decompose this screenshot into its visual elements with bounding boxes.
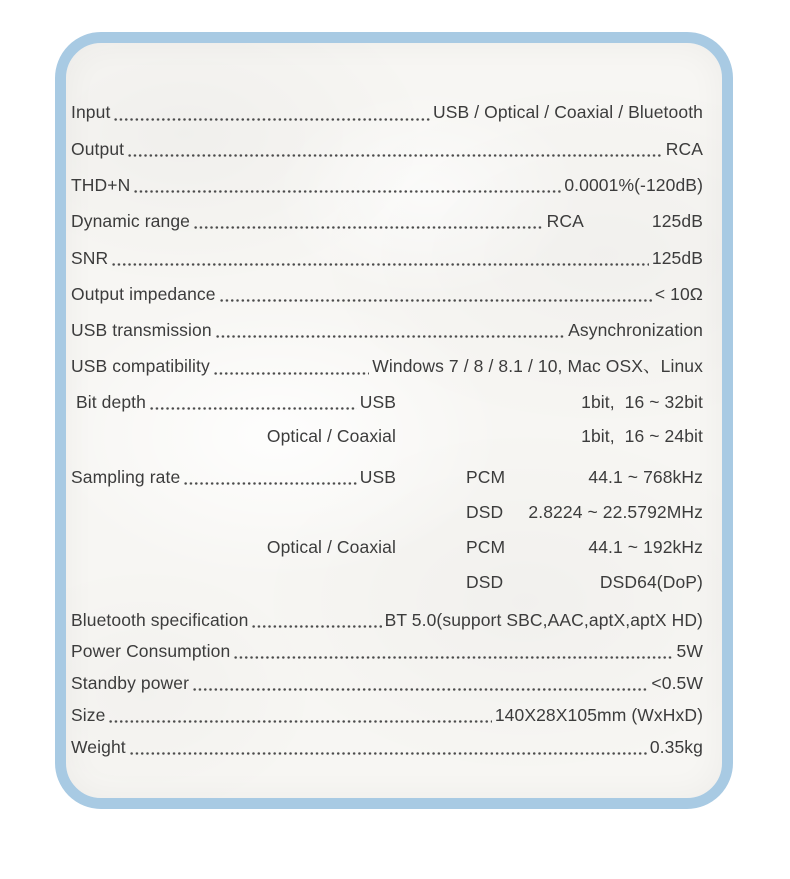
spec-value: 5W (676, 641, 703, 662)
spec-row-snr (71, 240, 703, 276)
spec-value: 44.1 ~ 768kHz (588, 467, 703, 488)
spec-left-column (71, 530, 396, 565)
spec-row-9 (71, 420, 703, 455)
spec-label: Size (71, 704, 106, 725)
spec-codec: DSD (466, 502, 504, 523)
spec-connector: USB (359, 391, 396, 412)
spec-value: 1bit, 16 ~ 24bit (581, 426, 703, 447)
spec-value: BT 5.0(support SBC,AAC,aptX,aptX HD) (384, 609, 703, 630)
spec-connector: Optical / Coaxial (266, 537, 396, 558)
spec-label: Bit depth (76, 391, 146, 412)
spec-label: THD+N (71, 174, 131, 195)
spec-value: 44.1 ~ 192kHz (588, 537, 703, 558)
dot-leader (215, 313, 565, 349)
spec-row-input (71, 95, 703, 131)
spec-row-11 (71, 495, 703, 530)
spec-value: 0.0001%(-120dB) (564, 174, 703, 195)
spec-row-12 (71, 530, 703, 565)
spec-left-column (71, 385, 396, 420)
dot-leader (192, 668, 648, 700)
spec-row-standby-power (71, 668, 703, 700)
spec-row-usb-transmission (71, 313, 703, 349)
spec-value: USB / Optical / Coaxial / Bluetooth (432, 102, 703, 123)
dot-leader (233, 636, 673, 668)
dot-leader (111, 240, 649, 276)
dot-leader (113, 95, 430, 131)
spec-value: 125dB (651, 247, 703, 268)
spec-value: 125dB (651, 211, 703, 232)
spec-list (71, 95, 703, 763)
spec-row-size (71, 700, 703, 732)
dot-leader (219, 276, 652, 312)
spec-mid-value: RCA (546, 211, 584, 232)
spec-label: Sampling rate (71, 467, 181, 488)
spec-value: 140X28X105mm (WxHxD) (494, 704, 703, 725)
spec-codec: DSD (466, 572, 504, 593)
spec-codec: PCM (466, 467, 506, 488)
dot-leader (251, 604, 381, 636)
spec-row-power-consumption (71, 636, 703, 668)
dot-leader (133, 168, 561, 204)
spec-value: 2.8224 ~ 22.5792MHz (528, 502, 703, 523)
spec-row-dynamic-range (71, 204, 703, 240)
spec-value: DSD64(DoP) (599, 572, 703, 593)
spec-label: Bluetooth specification (71, 609, 249, 630)
dot-leader (108, 700, 491, 732)
dot-leader (129, 732, 647, 764)
spec-value: 0.35kg (649, 736, 703, 757)
spec-left-column (71, 565, 396, 600)
spec-left-column (71, 495, 396, 530)
spec-label: Output (71, 138, 125, 159)
spec-label: Standby power (71, 673, 190, 694)
spec-label: Output impedance (71, 283, 216, 304)
spec-row-sampling-rate (71, 460, 703, 495)
spec-left-column (71, 420, 396, 455)
spec-row-output (71, 131, 703, 167)
spec-row-13 (71, 565, 703, 600)
spec-value: Windows 7 / 8 / 8.1 / 10, Mac OSX、Linux (372, 356, 703, 377)
spec-row-output-impedance (71, 276, 703, 312)
dot-leader (183, 460, 356, 495)
spec-row-bluetooth-specification (71, 604, 703, 636)
spec-label: Dynamic range (71, 211, 190, 232)
spec-label: Weight (71, 736, 126, 757)
spec-label: Input (71, 102, 111, 123)
spec-row-weight (71, 732, 703, 764)
spec-value: RCA (665, 138, 703, 159)
spec-connector: Optical / Coaxial (266, 426, 396, 447)
dot-leader (149, 385, 357, 420)
spec-value: < 10Ω (654, 283, 703, 304)
spec-left-column (71, 460, 396, 495)
dot-leader (193, 204, 543, 240)
spec-value: <0.5W (651, 673, 703, 694)
spec-codec: PCM (466, 537, 506, 558)
spec-label: USB compatibility (71, 356, 210, 377)
spec-row-thd-n (71, 168, 703, 204)
dot-leader (127, 131, 663, 167)
spec-label: USB transmission (71, 320, 212, 341)
spec-row-bit-depth (71, 385, 703, 420)
dot-leader (213, 349, 369, 385)
spec-card (55, 32, 733, 809)
spec-row-usb-compatibility (71, 349, 703, 385)
spec-connector: USB (359, 467, 396, 488)
spec-label: SNR (71, 247, 109, 268)
spec-label: Power Consumption (71, 641, 231, 662)
spec-value: Asynchronization (568, 320, 703, 341)
spec-value: 1bit, 16 ~ 32bit (581, 391, 703, 412)
